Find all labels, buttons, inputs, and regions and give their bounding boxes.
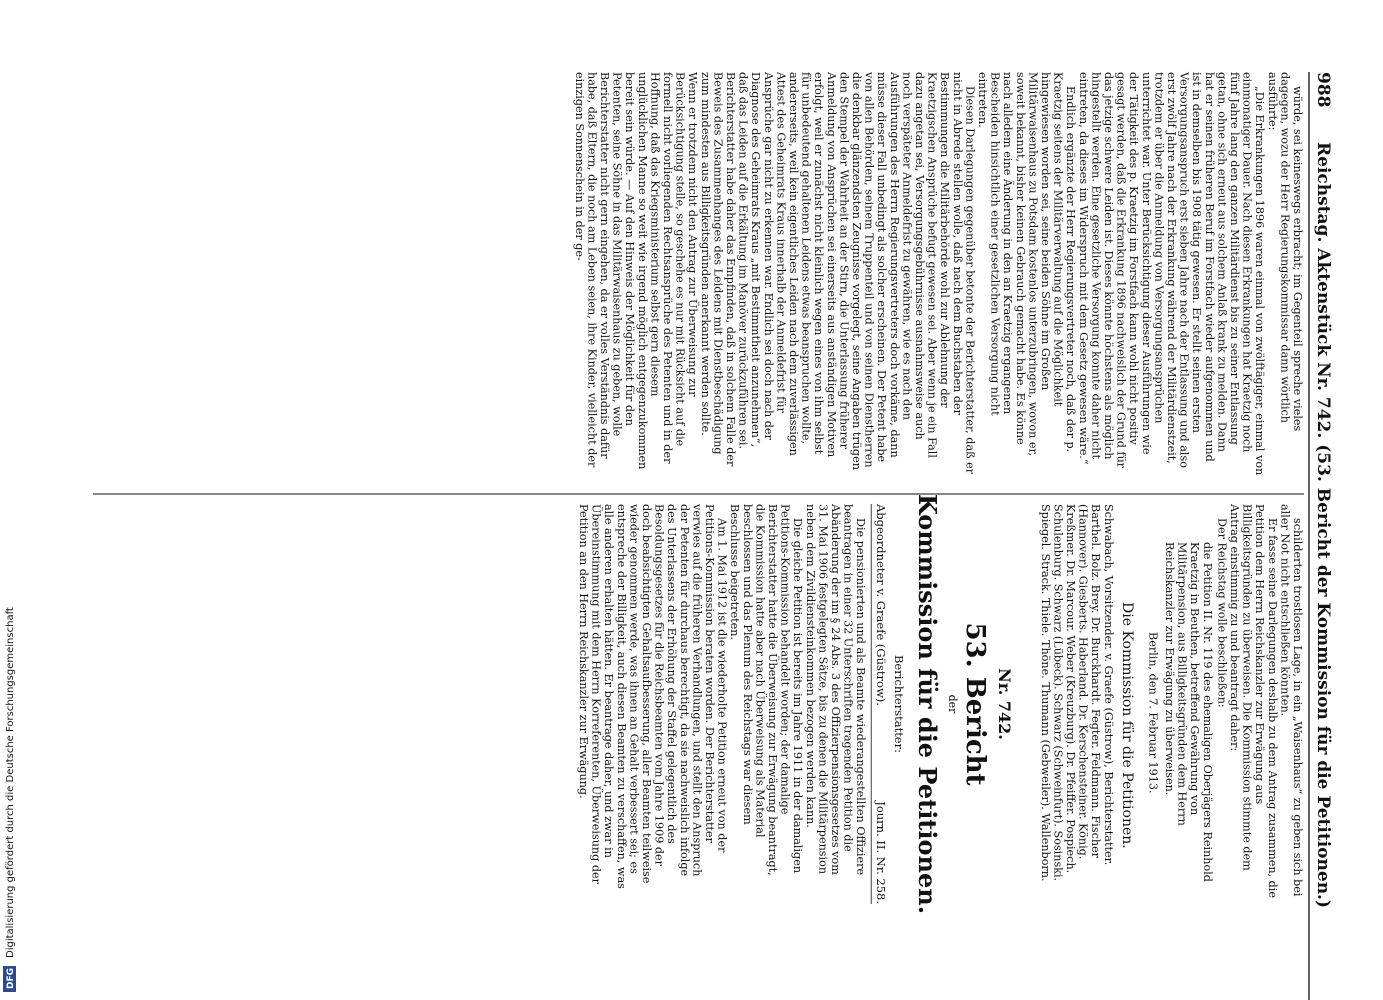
reporter-label: Berichterstatter: <box>892 654 907 754</box>
report-body-p2-line: alle anderen erhalten hätten. Er beantrage daher, und zwar in <box>602 504 616 858</box>
left-col-p3-line: Attest des Geheimrats Kraus innerhalb der Anmeldefrist für <box>774 72 788 413</box>
report-body-p2-line: doch beabsichtigten Gehaltsaufbesserung, aller Beamten teilweise <box>640 504 653 884</box>
left-col-p1-line: hat er seinen früheren Beruf im Forstfach wieder aufgenommen und <box>1202 72 1216 462</box>
left-col-p3-line: noch verspäteter Anmeldefrist zu gewähren, wie es nach den <box>900 72 914 421</box>
report-number: Nr. 742. <box>995 668 1015 740</box>
left-col-p3-line: bereit sein würde. — Auf den Hinweis der Möglichkeit für den <box>623 72 637 426</box>
report-body-p1-line: Beschlusse beigetreten. <box>728 504 742 640</box>
report-body-p2-line: Petition an den Herrn Reichskanzler zur Erwägung. <box>577 504 590 799</box>
left-col-p3-line: unglücklichen Manne so weit wie irgend möglich entgegenzukommen <box>635 72 649 470</box>
left-col-p0-line: würde, sei keineswegs erbracht; im Gegenteil spreche vieles <box>1291 86 1304 432</box>
left-col-p1-line: „Die Erkrankungen 1896 waren einmal von zwölftägiger, einmal von <box>1253 86 1267 476</box>
left-col-p3-line: Diesen Darlegungen gegenüber betonte der Berichterstatter, daß er <box>963 86 977 475</box>
left-col-p0-line: ausführte: <box>1265 72 1279 131</box>
report-title-commission: Kommission für die Petitionen. <box>913 493 943 915</box>
right-col-a-p1-line: Er fasse seine Darlegungen deshalb zu dem Antrag zusammen, die <box>1265 518 1279 899</box>
left-col-p3-line: erfolgt, weil er zunächst nicht kleinlich wegen eines von ihm selbst <box>812 72 826 455</box>
report-body-p0-line: beantragen in einer 32 Unterschriften tragenden Petition die <box>841 504 855 852</box>
left-col-p3-line: zum mindesten aus Billigkeitsgründen anerkannt werden sollte. <box>698 72 712 436</box>
left-col-p1-line: getan, ohne sich erneut aus solchem Anlaß krank zu melden. Dann <box>1215 72 1229 452</box>
left-col-p3-line: andererseits, weil kein eigentliches Leiden nach dem zuverlässigen <box>787 72 800 456</box>
report-body-p2-line: der Petenten für durchaus berechtigt, da sie nachweislich infolge <box>677 504 691 877</box>
resolution-p0-line: die Petition II. Nr. 119 des ehemaligen Oberjägers Reinhold <box>1200 542 1214 882</box>
left-col-p2-line: hingewiesen worden sei, seine beiden Söhne im Großen <box>1039 72 1052 391</box>
left-col-p3-line: Berichterstatter nicht gern eingehen, da er volles Verständnis dafür <box>598 72 611 459</box>
left-col-p3-line: Diagnose des Geheimrats Kraus „mit Bestimmtheit anzunehmen“, <box>749 72 763 448</box>
commission-heading: Die Kommission für die Petitionen. <box>1118 602 1135 849</box>
report-body-p1-line: Petitions-Kommission behandelt worden; der damalige <box>778 504 792 815</box>
left-col-p2-line: soweit bekannt, bisher keinen Gebrauch gemacht habe. Es könne <box>1013 72 1027 445</box>
report-body-p1-line: beschlossen und das Plenum des Reichstags war diesem <box>740 504 754 825</box>
report-body-p2-line: Besoldungsgesetzes für die Reichsbeamten vom Jahre 1909 der <box>652 504 666 867</box>
report-body-p0-line: neben dem Zivildiensteinkommen bezogen werden kann. <box>803 504 817 828</box>
report-body-p1-line: die Kommission hatte aber nach Überweisung als Material <box>753 504 767 838</box>
left-col-p1-line: trotzdem er über die Anmeldung von Versorgungsansprüchen <box>1152 72 1166 424</box>
signatories-p0-line: Schwabach, Vorsitzender. v. Graefe (Güstrow), Berichterstatter. <box>1101 504 1115 866</box>
left-col-p1-line: ist in demselben bis 1908 tätig gewesen. Er stellt seinen ersten <box>1190 72 1204 433</box>
left-col-p3-line: Anmeldung von Ansprüchen sei einerseits aus anständigen Motiven <box>824 72 838 458</box>
report-body-p2-line: entspreche der Billigkeit, auch diesen Beamten zu verschaffen, was <box>614 504 628 889</box>
signatories-p0-line: Kreßmer. Dr. Marcour. Weber (Kreuzburg). Dr. Pfeiffer. Pospiech. <box>1064 504 1077 874</box>
signatories-p0-line: Spiegel. Strack. Thiele. Thöne. Thumann (Gebweiler). Wallenborn. <box>1038 504 1052 882</box>
left-col-p3-line: daß das Leiden auf die Erkältung im Manöver zurückzuführen sei. <box>736 72 750 450</box>
left-col-p0-line: dagegen, wozu der Herr Regierungskommissar dann wörtlich <box>1278 72 1292 424</box>
resolution-p0-line: Reichskanzler zur Erwägung zu überweisen. <box>1163 542 1176 796</box>
left-col-p2-line: Endlich ergänzte der Herr Regierungsvertreter noch, daß der p. <box>1064 86 1078 453</box>
left-col-p1-line: erst zwölf Jahre nach der Erkrankung während der Militärdienstzeit, <box>1165 72 1178 464</box>
left-col-p3-line: Hoffnung, daß das Kriegsministerium selbst gern diesem <box>648 72 662 397</box>
left-col-p1-line: das jetzige schwere Leiden ist. Dieses könnte höchstens als möglich <box>1102 72 1115 460</box>
report-body-p2-line: wieder genommen werde, was ihnen an Gehalt verbessert sei; es <box>627 504 641 874</box>
report-body-p1-line: Berichterstatter hatte die Überweisung zur Erwägung beantragt, <box>766 504 779 876</box>
journal-ref: Journ. II. Nr. 258. <box>874 801 889 904</box>
left-col-p3-line: habe, daß Eltern, die noch am Leben seien, ihre Kinder, vielleicht der <box>585 72 599 468</box>
left-col-p3-line: Petenten, seine Söhne in das Militärwaisenhaus zu geben, wolle <box>610 72 624 437</box>
left-col-p1-line: hingestellt werden. Eine gesetzliche Versorgung konnte daher nicht <box>1089 72 1103 459</box>
left-col-p3-line: Berichterstatter habe daher das Empfinden, daß in solchem Falle der <box>724 72 737 467</box>
left-col-p3-line: Kraetzigschen Ansprüche befugt gewesen sei. Aber wenn je ein Fall <box>925 72 939 458</box>
left-col-p3-line: nicht in Abrede stellen wolle, daß nach dem Buchstaben der <box>950 72 964 415</box>
left-col-p3-line: die denkbar glänzendsten Zeugnisse vorgelegt, seine Angaben trügen <box>850 72 863 470</box>
left-col-p2-line: Bescheiden hinsichtlich einer gesetzlichen Versorgung nicht <box>988 72 1002 416</box>
left-col-p3-line: Ausführungen des Herrn Regierungsvertreters doch vorkäme, dann <box>887 72 901 458</box>
report-body-p0-line: Die pensionierten und als Beamte wiederangestellten Offiziere <box>854 518 868 876</box>
report-body-p2-line: Petitions-Kommission beraten worden. Der Berichterstatter <box>703 504 716 843</box>
signatories-p0-line: Schulenburg. Schwarz (Lübeck). Schwarz (Schweinfurt). Sosinski. <box>1051 504 1065 882</box>
report-body-p0-line: 31. Mai 1906 festgelegten Sätze, bis zu denen die Militärpension <box>816 504 830 875</box>
report-title-der: der <box>946 694 960 714</box>
left-col-p1-line: fünf Jahre lang den ganzen Militärdienst bis zu seiner Entlassung <box>1228 72 1241 445</box>
right-col-a-p1-line: Antrag einstimmig zu und beantragt daher: <box>1228 504 1241 752</box>
left-col-p2-line: Kraetzig seitens der Militärverwaltung auf die Möglichkeit <box>1051 72 1065 407</box>
right-col-a-p1-line: Billigkeitsgründen zu überweisen. Die Kommission stimmte dem <box>1240 504 1254 871</box>
resolution-p0-line: Militärpension, aus Billigkeitsgründen dem Herrn <box>1175 542 1189 826</box>
right-col-a-p2-line: Der Reichstag wolle beschließen: <box>1215 518 1229 708</box>
page-number: 988 <box>1313 72 1333 108</box>
signatories-p0-line: Barthel. Bolz. Brey. Dr. Burckhardt. Fegter. Feldmann. Fischer <box>1089 504 1103 859</box>
left-col-p3-line: für unbedeutend gehaltenen Leidens etwas beanspruchen wollte, <box>799 72 813 445</box>
left-col-p2-line: Militärwaisenhaus zu Potsdam kostenlos unterzubringen, wovon er, <box>1026 72 1040 457</box>
left-col-p1-line: unterrichtet war. Unter Berücksichtigung dieser Ausführungen wie <box>1139 72 1153 455</box>
report-title: 53. Bericht <box>960 622 991 786</box>
digitization-credit <box>0 0 20 1000</box>
left-col-p1-line: der Tätigkeit des p. Kraetzig im Forstfach kann wohl nicht positiv <box>1127 72 1141 445</box>
left-col-p3-line: formell nicht vorliegenden Rechtsansprüche des Petenten und in der <box>661 72 674 464</box>
left-col-p3-line: einzigen Sonnenschein in der ge- <box>572 72 586 261</box>
report-body-p2-line: Übereinstimmung mit dem Herrn Korreferenten, Überweisung der <box>589 504 603 884</box>
report-body-p2-line: verwies auf die früheren Verhandlungen, und stellt den Anspruch <box>690 504 704 877</box>
report-body-p2-line: Am 1. Mai 1912 ist die wiederholte Petition erneut von der <box>715 518 729 853</box>
right-col-a-p0-line: schilderten trostlosen Lage, in ein „Waisenhaus“ zu geben sich bei <box>1291 518 1304 897</box>
right-col-a-p0-line: aller Not nicht entschließen könnten. <box>1278 504 1292 717</box>
date-line-p0-line: Berlin, den 7. Februar 1913. <box>1146 632 1160 794</box>
dfg-logo-text: DFG <box>6 967 16 989</box>
left-col-p3-line: Wenn er trotzdem nicht den Antrag zur Überweisung zur <box>686 72 700 397</box>
left-col-p3-line: Ansprüche gar nicht zu erkennen war. Endlich sei doch nach der <box>761 72 775 440</box>
left-col-p2-line: nach alledem eine Änderung in den an Kraetzig ergangenen <box>1001 72 1015 415</box>
running-title: Reichstag. Aktenstück Nr. 742. (53. Bericht der Kommission für die Petitionen.) <box>1313 142 1333 909</box>
reporter-name: Abgeordneter v. Graefe (Güstrow). <box>874 504 889 706</box>
left-col-p1-line: einmonatiger Dauer. Nach diesen Erkrankungen hat Kraetzig noch <box>1240 72 1254 453</box>
left-col-p3-line: den Stempel der Wahrheit an der Stirn, die Unterlassung früherer <box>837 72 851 449</box>
left-col-p1-line: gesagt werden, daß die Erkrankung 1896 nachweislich der Grund für <box>1114 72 1128 469</box>
left-col-p1-line: eintreten, da dieses im Widerspruch mit dem Gesetz gewesen wäre.“ <box>1076 72 1090 465</box>
left-col-p3-line: müsse dieser Fall unbedingt als solcher erscheinen. Der Petent habe <box>875 72 889 463</box>
report-body-p1-line: Die gleiche Petition ist bereits im Jahre 1911 in der damaligen <box>791 518 805 874</box>
report-body-p2-line: des Unterlassens der Erhöhung der Staffel gelegentlich des <box>665 504 679 844</box>
left-col-p3-line: von allen Behörden, seinem Truppenteil und von seinen Dienstherren <box>862 72 876 468</box>
left-col-p3-line: Bestimmungen die Militärbehörde wohl zur Ablehnung der <box>938 72 952 408</box>
left-col-p1-line: Versorgungsanspruch erst sieben Jahre nach der Entlassung und also <box>1177 72 1191 468</box>
left-col-p3-line: Berücksichtigung stelle, so geschehe es nur mit Rücksicht auf die <box>673 72 687 447</box>
right-col-a-p1-line: Petition dem Herrn Reichskanzler zur Erwägung aus <box>1253 504 1267 805</box>
report-body-p0-line: Abänderung der im § 24 Abs. 3 des Offizierpensionsgesetzes vom <box>829 504 842 875</box>
resolution-p0-line: Kraetzig in Beuthen, betreffend Gewährung von <box>1188 542 1202 816</box>
left-column <box>573 71 1304 475</box>
signatories-p0-line: (Hannover). Giesberts. Haberland. Dr. Kerschensteiner. König. <box>1076 504 1090 860</box>
credit-text: Digitalisierung gefördert durch die Deutsche Forschungsgemeinschaft <box>5 607 16 958</box>
left-col-p2-line: eintreten. <box>976 72 989 128</box>
left-col-p3-line: dazu angetan sei, Versorgungsgebührnisse ausnahmsweise auch <box>913 72 926 440</box>
left-col-p3-line: Beweis des Zusammenhanges des Leidens mit Dienstbeschädigung <box>711 72 725 455</box>
